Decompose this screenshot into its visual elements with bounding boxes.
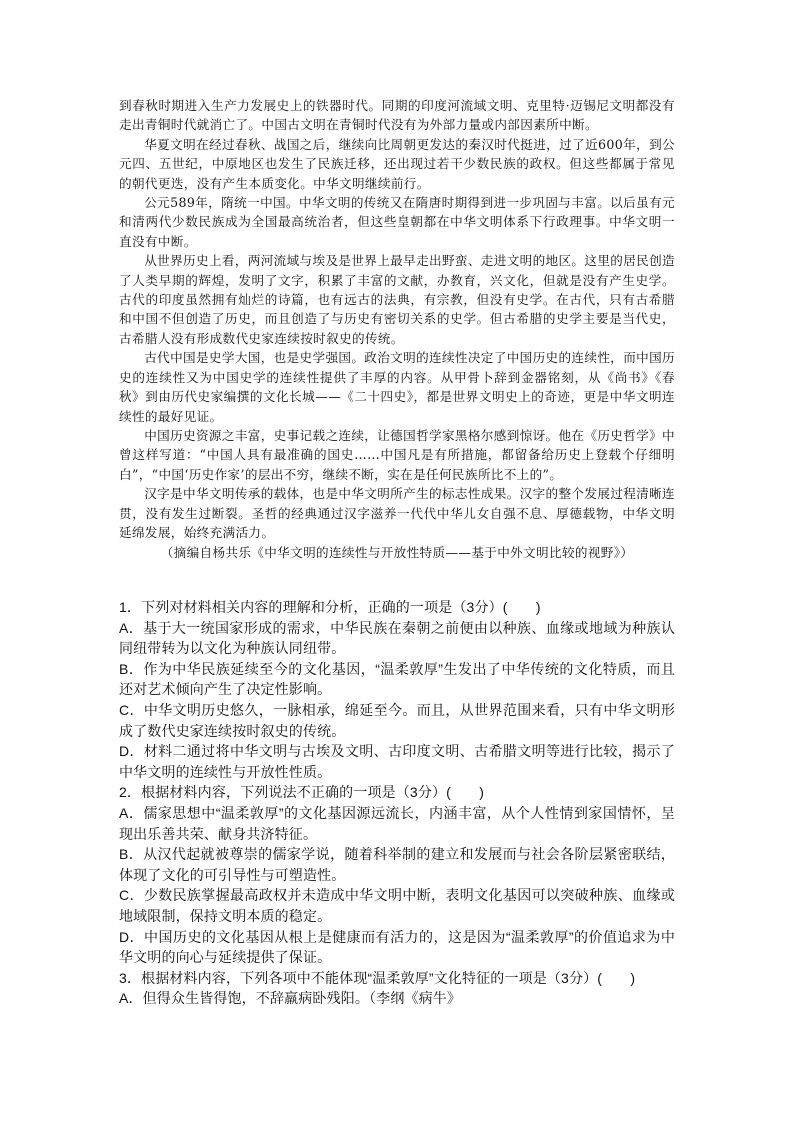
question-2-option-a: A．儒家思想中“温柔敦厚”的文化基因源远流长，内涵丰富，从个人性情到家国情怀，呈现出乐善共荣、献身共济特征。 bbox=[119, 804, 675, 842]
question-3-option-a: A．但得众生皆得饱，不辞羸病卧残阳。（李纲《病牛》 bbox=[119, 990, 462, 1007]
question-1-option-c: C．中华文明历史悠久，一脉相承，绵延至今。而且，从世界范围来看，只有中华文明形成了数代史家连续按时叙史的传统。 bbox=[119, 701, 675, 739]
passage-source: （摘编自杨共乐《中华文明的连续性与开放性特质——基于中外文明比较的视野》） bbox=[160, 545, 634, 561]
question-1-option-d: D．材料二通过将中华文明与古埃及文明、古印度文明、古希腊文明等进行比较，揭示了中华文明的连续性与开放性性质。 bbox=[119, 743, 675, 780]
question-2-option-b: B．从汉代起就被尊崇的儒家学说，随着科举制的建立和发展而与社会各阶层紧密联结，体现了文化的可引导性与可塑造性。 bbox=[119, 846, 675, 883]
question-1-option-a: A．基于大一统国家形成的需求，中华民族在秦朝之前便由以种族、血缘或地域为种族认同纽带转为以文化为种族认同纽带。 bbox=[119, 619, 675, 657]
passage-paragraph: 到春秋时期进入生产力发展史上的铁器时代。同期的印度河流域文明、克里特·迈锡尼文明都没有走出青铜时代就消亡了。中国古文明在青铜时代没有为外部力量或内部因素所中断。 bbox=[119, 98, 675, 133]
passage-paragraph: 从世界历史上看，两河流域与埃及是世界上最早走出野蛮、走进文明的地区。这里的居民创造了人类早期的辉煌，发明了文字，积累了丰富的文献，办教育，兴文化，但就是没有产生史学。古代的印度虽然拥有灿烂的诗篇，也有远古的法典，有宗教，但没有史学。在古代，只有古希腊和中国不但创造了历史，而且创造了与历史有密切关系的史学。但古希腊的史学主要是当代史，古希腊人没有形成数代史家连续按时叙史的传统。 bbox=[119, 253, 675, 346]
passage-paragraph: 古代中国是史学大国，也是史学强国。政治文明的连续性决定了中国历史的连续性，而中国历史的连续性又为中国史学的连续性提供了丰厚的内容。从甲骨卜辞到金器铭刻，从《尚书》《春秋》到由历代史家编撰的文化长城——《二十四史》，都是世界文明史上的奇迹，更是中华文明连续性的最好见证。 bbox=[119, 350, 675, 424]
question-1-stem: 1．下列对材料相关内容的理解和分析，正确的一项是（3分）( ) bbox=[119, 599, 541, 615]
question-2-option-d: D．中国历史的文化基因从根上是健康而有活力的，这是因为“温柔敦厚”的价值追求为中华文明的向心与延续提供了保证。 bbox=[119, 928, 675, 966]
question-list bbox=[119, 597, 675, 1009]
reading-passage bbox=[119, 96, 675, 563]
passage-paragraph: 华夏文明在经过春秋、战国之后，继续向比周朝更发达的秦汉时代挺进，过了近600年，到公元四、五世纪，中原地区也发生了民族迁移，还出现过若干少数民族的政权。但这些都属于常见的朝代更迭，没有产生本质变化。中华文明继续前行。 bbox=[119, 136, 675, 191]
passage-paragraph: 汉字是中华文明传承的载体，也是中华文明所产生的标志性成果。汉字的整个发展过程清晰连贯，没有发生过断裂。圣哲的经典通过汉字滋养一代代中华儿女自强不息、厚德载物，中华文明延绵发展，始终充满活力。 bbox=[119, 486, 675, 540]
passage-paragraph: 中国历史资源之丰富，史事记载之连续，让德国哲学家黑格尔感到惊讶。他在《历史哲学》中曾这样写道：“中国人具有最准确的国史……中国凡是有所措施，都留备给历史上登载个仔细明白”，“中国‘历史作家’的层出不穷，继续不断，实在是任何民族所比不上的”。 bbox=[119, 427, 675, 482]
question-2-stem: 2．根据材料内容，下列说法不正确的一项是（3分）( ) bbox=[119, 784, 485, 801]
question-3-stem: 3．根据材料内容，下列各项中不能体现“温柔敦厚”文化特征的一项是（3分）( ) bbox=[119, 969, 636, 986]
question-2-option-c: C．少数民族掌握最高政权并未造成中华文明中断，表明文化基因可以突破种族、血缘或地域限制，保持文明本质的稳定。 bbox=[119, 887, 675, 924]
question-1-option-b: B．作为中华民族延续至今的文化基因，“温柔敦厚”生发出了中华传统的文化特质，而且还对艺术倾向产生了决定性影响。 bbox=[119, 660, 675, 698]
passage-paragraph: 公元589年，隋统一中国。中华文明的传统又在隋唐时期得到进一步巩固与丰富。以后虽有元和清两代少数民族成为全国最高统治者，但这些皇朝都在中华文明体系下行政理事。中华文明一直没有中断。 bbox=[119, 195, 675, 249]
